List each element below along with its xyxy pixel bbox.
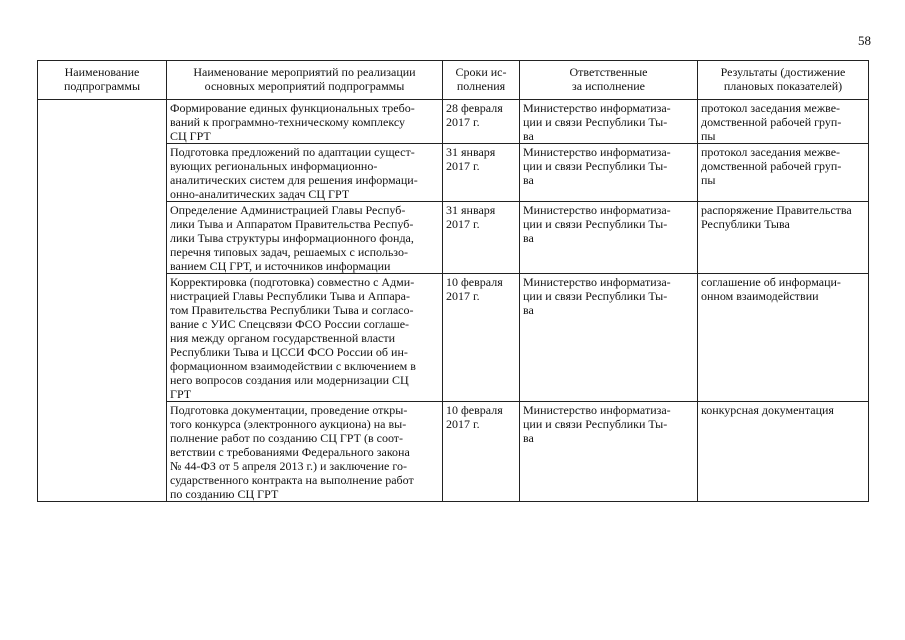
measure-cell: Формирование единых функциональных требо- ваний к программно-техническому комплексу СЦ ГРТ bbox=[167, 100, 443, 144]
result-cell: конкурсная документация bbox=[698, 402, 869, 502]
responsible-cell: Министерство информатиза- ции и связи Республики Ты- ва bbox=[520, 402, 698, 502]
responsible-cell: Министерство информатиза- ции и связи Республики Ты- ва bbox=[520, 202, 698, 274]
deadline-cell: 31 января 2017 г. bbox=[443, 144, 520, 202]
header-results: Результаты (достижение плановых показателей) bbox=[698, 61, 869, 100]
responsible-cell: Министерство информатиза- ции и связи Республики Ты- ва bbox=[520, 100, 698, 144]
header-subprogram-name: Наименование подпрограммы bbox=[38, 61, 167, 100]
deadline-cell: 31 января 2017 г. bbox=[443, 202, 520, 274]
responsible-cell: Министерство информатиза- ции и связи Республики Ты- ва bbox=[520, 144, 698, 202]
measure-cell: Подготовка предложений по адаптации сущест- вующих региональных информационно- аналитических систем для решения информаци- онно-аналитических задач СЦ ГРТ bbox=[167, 144, 443, 202]
plan-table bbox=[37, 60, 869, 502]
subprogram-name-cell bbox=[38, 100, 167, 502]
result-cell: соглашение об информаци- онном взаимодействии bbox=[698, 274, 869, 402]
measure-cell: Корректировка (подготовка) совместно с Адми- нистрацией Главы Республики Тыва и Аппара- том Правительства Республики Тыва и согласо- вание с УИС Спецсвязи ФСО России соглаше- ния между органом государственной власти Республики Тыва и ЦССИ ФСО России об ин- формационном взаимодействии с включением в него вопросов создания или модернизации СЦ ГРТ bbox=[167, 274, 443, 402]
table-header-row bbox=[38, 61, 869, 100]
header-responsible: Ответственные за исполнение bbox=[520, 61, 698, 100]
result-cell: распоряжение Правительства Республики Тыва bbox=[698, 202, 869, 274]
header-measure-name: Наименование мероприятий по реализации основных мероприятий подпрограммы bbox=[167, 61, 443, 100]
deadline-cell: 10 февраля 2017 г. bbox=[443, 274, 520, 402]
result-cell: протокол заседания межве- домственной рабочей груп- пы bbox=[698, 144, 869, 202]
deadline-cell: 10 февраля 2017 г. bbox=[443, 402, 520, 502]
page-number: 58 bbox=[858, 33, 871, 48]
measure-cell: Определение Администрацией Главы Респуб- лики Тыва и Аппаратом Правительства Респуб- лики Тыва структуры информационного фонда, перечня типовых задач, решаемых с использо- ванием СЦ ГРТ, и источников информации bbox=[167, 202, 443, 274]
responsible-cell: Министерство информатиза- ции и связи Республики Ты- ва bbox=[520, 274, 698, 402]
result-cell: протокол заседания межве- домственной рабочей груп- пы bbox=[698, 100, 869, 144]
table-row bbox=[38, 100, 869, 144]
header-deadline: Сроки ис- полнения bbox=[443, 61, 520, 100]
measure-cell: Подготовка документации, проведение откры- того конкурса (электронного аукциона) на вы- полнение работ по созданию СЦ ГРТ (в соот- ветствии с требованиями Федерального закона № 44-ФЗ от 5 апреля 2013 г.) и заключение го- сударственного контракта на выполнение работ по созданию СЦ ГРТ bbox=[167, 402, 443, 502]
deadline-cell: 28 февраля 2017 г. bbox=[443, 100, 520, 144]
